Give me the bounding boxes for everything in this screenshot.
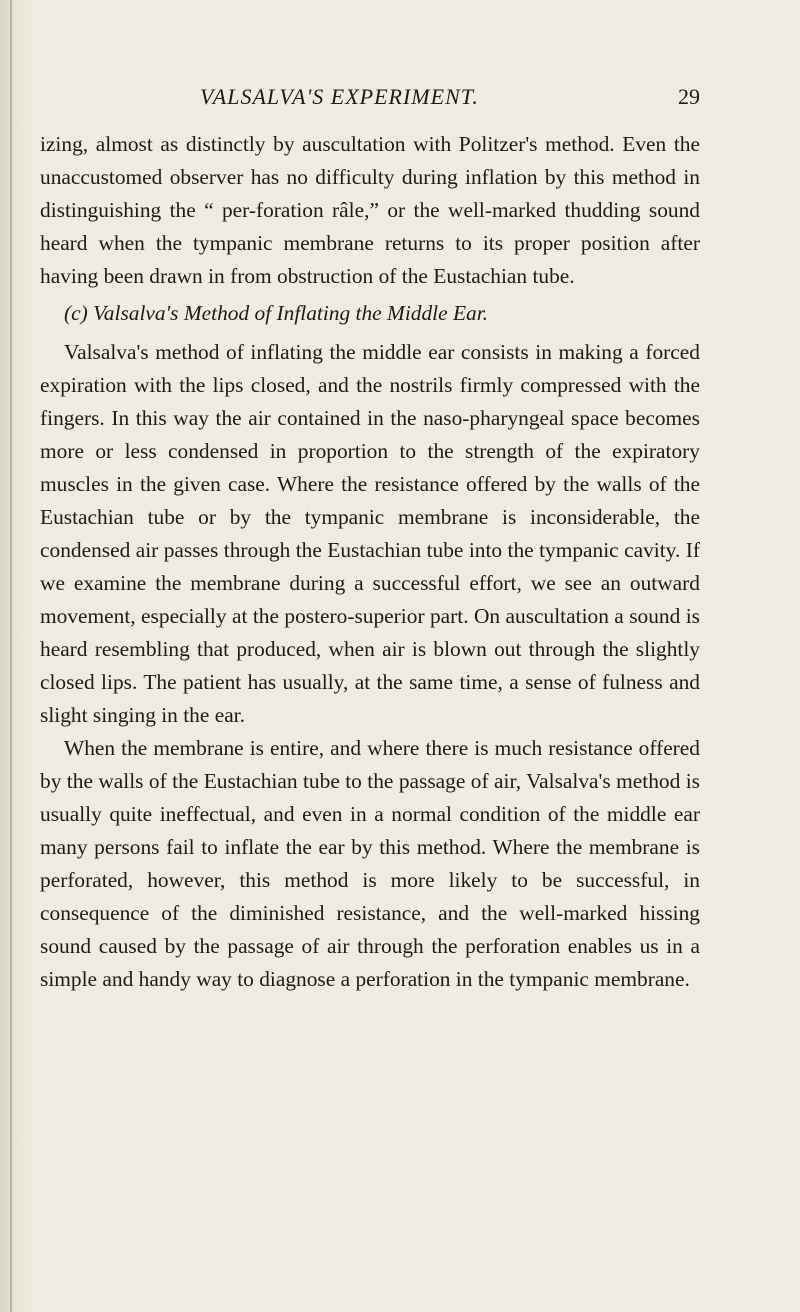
running-title: VALSALVA'S EXPERIMENT.	[200, 84, 479, 109]
page-binding-edge	[10, 0, 12, 1312]
page-header	[40, 84, 700, 112]
paragraph-1: izing, almost as distinctly by auscultation with Politzer's method. Even the unaccustomed observer has no difficulty during inflation by this method in distinguishing the “ per-foration râle,” or the well-marked thudding sound heard when the tympanic membrane returns to its proper position after having been drawn in from obstruction of the Eustachian tube.	[40, 132, 700, 288]
section-subheading	[40, 297, 700, 330]
body-text	[40, 128, 700, 996]
page-number: 29	[678, 84, 700, 109]
subheading-title: Valsalva's Method of Inflating the Middle Ear.	[93, 301, 489, 325]
paragraph-2: Valsalva's method of inflating the middle ear consists in making a forced expiration with the lips closed, and the nostrils firmly compressed with the fingers. In this way the air contained in the naso-pharyngeal space becomes more or less condensed in proportion to the strength of the expiratory muscles in the given case. Where the resistance offered by the walls of the Eustachian tube or by the tympanic membrane is inconsiderable, the condensed air passes through the Eustachian tube into the tympanic cavity. If we examine the membrane during a successful effort, we see an outward movement, especially at the postero-superior part. On auscultation a sound is heard resembling that produced, when air is blown out through the slightly closed lips. The patient has usually, at the same time, a sense of fulness and slight singing in the ear.	[40, 340, 700, 727]
subheading-label: (c)	[64, 301, 88, 325]
paragraph-3: When the membrane is entire, and where there is much resistance offered by the walls of the Eustachian tube to the passage of air, Valsalva's method is usually quite ineffectual, and even in a normal condition of the middle ear many persons fail to inflate the ear by this method. Where the membrane is perforated, however, this method is more likely to be successful, in consequence of the diminished resistance, and the well-marked hissing sound caused by the passage of air through the perforation enables us in a simple and handy way to diagnose a perforation in the tympanic membrane.	[40, 736, 700, 991]
